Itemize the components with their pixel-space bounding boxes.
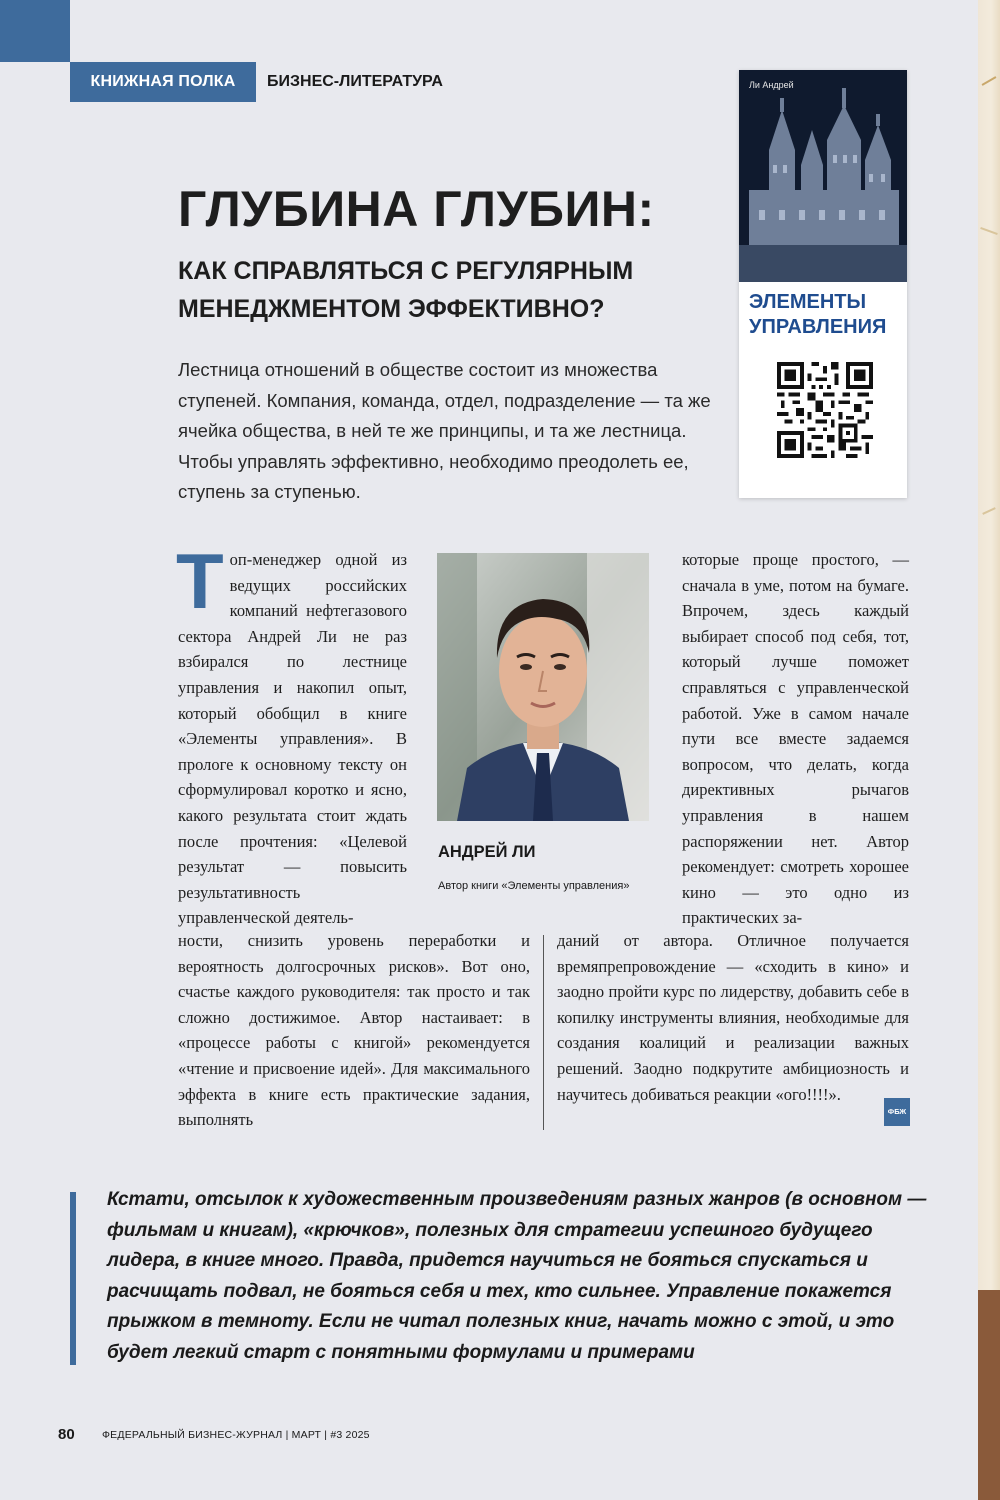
book-author: Ли Андрей	[749, 80, 794, 90]
article-text-col2: которые проще простого, — сначала в уме, потом на бумаге. Впрочем, здесь каждый выбирает способ под себя, тот, который лучше поможет справляться с управленческой работой. Уже в самом начале пути все вместе задаемся вопросом, что делать, когда директивных рычагов управления в нашем распоряжении нет. Автор рекомендует: смотреть хорошее кино — это одно из практических за-	[682, 550, 909, 928]
section-label: КНИЖНАЯ ПОЛКА	[70, 62, 256, 102]
book-cover	[739, 70, 907, 498]
article-subtitle: КАК СПРАВЛЯТЬСЯ С РЕГУЛЯРНЫМ МЕНЕДЖМЕНТОМ ЭФФЕКТИВНО?	[178, 257, 634, 323]
page-number: 80	[58, 1426, 75, 1443]
book-title-line2: УПРАВЛЕНИЯ	[749, 316, 887, 338]
book-title	[749, 290, 886, 340]
corner-accent-block	[0, 0, 70, 62]
article-title: ГЛУБИНА ГЛУБИН:	[178, 181, 655, 237]
qr-code-icon[interactable]	[777, 360, 873, 460]
book-cover-illustration	[739, 70, 907, 282]
article-column-2-continued	[557, 928, 909, 1133]
kremlin-illustration-icon	[739, 70, 907, 282]
article-lead: Лестница отношений в обществе состоит из множества ступеней. Компания, команда, отдел, подразделение — та же ячейка общества, в ней те же принципы, и та же лестница. Чтобы управлять эффективно, необходимо преодолеть ее, ступень за ступенью.	[178, 359, 711, 502]
pull-quote: Кстати, отсылок к художественным произведениям разных жанров (в основном — фильмам и книгам), «крючков», полезных для стратегии успешного будущего лидера, в книге много. Правда, придется научиться не бояться спускаться и расчищать подвал, не бояться себя и тех, кто сильнее. Управление покажется прыжком в темноту. Если не читал полезных книг, начать можно с этой, и это будет легкий старт с понятными формулами и примерами	[107, 1189, 927, 1363]
photo-caption-name: АНДРЕЙ ЛИ	[438, 843, 536, 861]
article-column-1-continued	[178, 928, 530, 1133]
adjacent-page-edge	[978, 0, 1000, 1500]
photo-caption-role: Автор книги «Элементы управления»	[438, 880, 630, 892]
column-divider	[543, 935, 544, 1130]
end-of-article-badge: ФБЖ	[884, 1098, 910, 1126]
author-photo	[437, 553, 649, 821]
quote-accent-bar	[70, 1192, 76, 1365]
article-column-1	[176, 537, 407, 932]
article-text-col2-continued: даний от автора. Отличное получается времяпрепровождение — «сходить в кино» и заодно пройти курс по лидерству, добавить себе в копилку инструменты влияния, необходимые для создания коалиций и реализации важных решений. Заодно подкрутите амбициозность и научитесь добиваться реакции «ого!!!!».	[557, 931, 909, 1104]
article-text-col1: оп-менеджер одной из ведущих российских компаний нефтегазового сектора Андрей Ли не раз взбирался по лестнице управления и накопил опыт, который обобщил в книге «Элементы управления». В прологе к основному тексту он сформулировал коротко и ясно, какого результата стоит ждать после прочтения: «Целевой результат — повысить результативность управленческой деятель-	[178, 550, 407, 928]
author-portrait-icon	[437, 553, 649, 821]
article-column-2	[682, 547, 909, 932]
article-text-col1-continued: ности, снизить уровень переработки и вероятность долгосрочных рисков». Вот оно, счастье каждого руководителя: так просто и так сложно достижимое. Автор настаивает: в «процессе работы с книгой» рекомендуется «чтение и присвоение идей». Для максимального эффекта в книге есть практические задания, выполнять	[178, 931, 530, 1130]
book-title-line1: ЭЛЕМЕНТЫ	[749, 291, 867, 313]
category-label: БИЗНЕС-ЛИТЕРАТУРА	[267, 73, 443, 90]
drop-cap: Т	[176, 537, 224, 625]
magazine-footer: ФЕДЕРАЛЬНЫЙ БИЗНЕС-ЖУРНАЛ | МАРТ | #3 2025	[102, 1429, 370, 1441]
